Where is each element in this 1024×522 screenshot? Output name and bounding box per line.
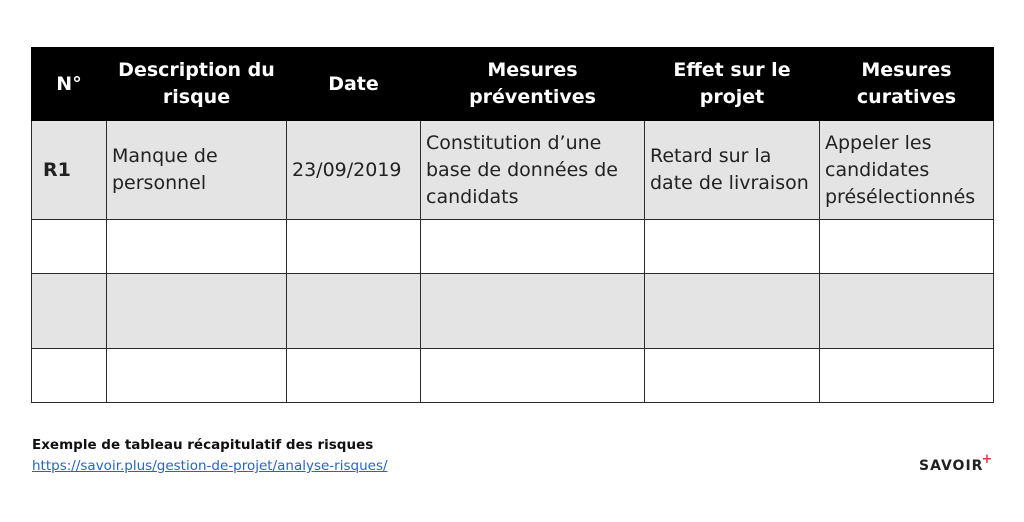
table-caption: Exemple de tableau récapitulatif des risques bbox=[32, 437, 374, 453]
table-row bbox=[32, 220, 994, 274]
cell-number bbox=[32, 349, 107, 403]
cell-description bbox=[107, 274, 287, 349]
cell-curative-measures bbox=[820, 349, 994, 403]
cell-number bbox=[32, 274, 107, 349]
table-header-row bbox=[32, 48, 994, 121]
cell-date bbox=[287, 220, 421, 274]
cell-date bbox=[287, 349, 421, 403]
risk-summary-table bbox=[31, 47, 994, 403]
cell-number: R1 bbox=[32, 121, 107, 220]
plus-icon: + bbox=[981, 452, 993, 467]
cell-description bbox=[107, 349, 287, 403]
cell-curative-measures bbox=[820, 220, 994, 274]
cell-project-effect bbox=[645, 349, 820, 403]
cell-description: Manque de personnel bbox=[107, 121, 287, 220]
cell-curative-measures: Appeler les candidates présélectionnés bbox=[820, 121, 994, 220]
header-date: Date bbox=[287, 48, 421, 121]
cell-date: 23/09/2019 bbox=[287, 121, 421, 220]
cell-preventive-measures: Constitution d’une base de données de candidats bbox=[421, 121, 645, 220]
cell-project-effect: Retard sur la date de livraison bbox=[645, 121, 820, 220]
cell-date bbox=[287, 274, 421, 349]
cell-preventive-measures bbox=[421, 220, 645, 274]
cell-number bbox=[32, 220, 107, 274]
cell-preventive-measures bbox=[421, 349, 645, 403]
cell-project-effect bbox=[645, 274, 820, 349]
header-description: Description du risque bbox=[107, 48, 287, 121]
cell-curative-measures bbox=[820, 274, 994, 349]
cell-preventive-measures bbox=[421, 274, 645, 349]
header-preventive-measures: Mesures préventives bbox=[421, 48, 645, 121]
table-row bbox=[32, 349, 994, 403]
table-row bbox=[32, 121, 994, 220]
cell-project-effect bbox=[645, 220, 820, 274]
logo-text: SAVOIR bbox=[919, 458, 984, 474]
source-link[interactable]: https://savoir.plus/gestion-de-projet/analyse-risques/ bbox=[32, 458, 388, 474]
header-project-effect: Effet sur le projet bbox=[645, 48, 820, 121]
header-curative-measures: Mesures curatives bbox=[820, 48, 994, 121]
table-row bbox=[32, 274, 994, 349]
cell-description bbox=[107, 220, 287, 274]
savoir-logo bbox=[919, 452, 993, 474]
header-number: N° bbox=[32, 48, 107, 121]
